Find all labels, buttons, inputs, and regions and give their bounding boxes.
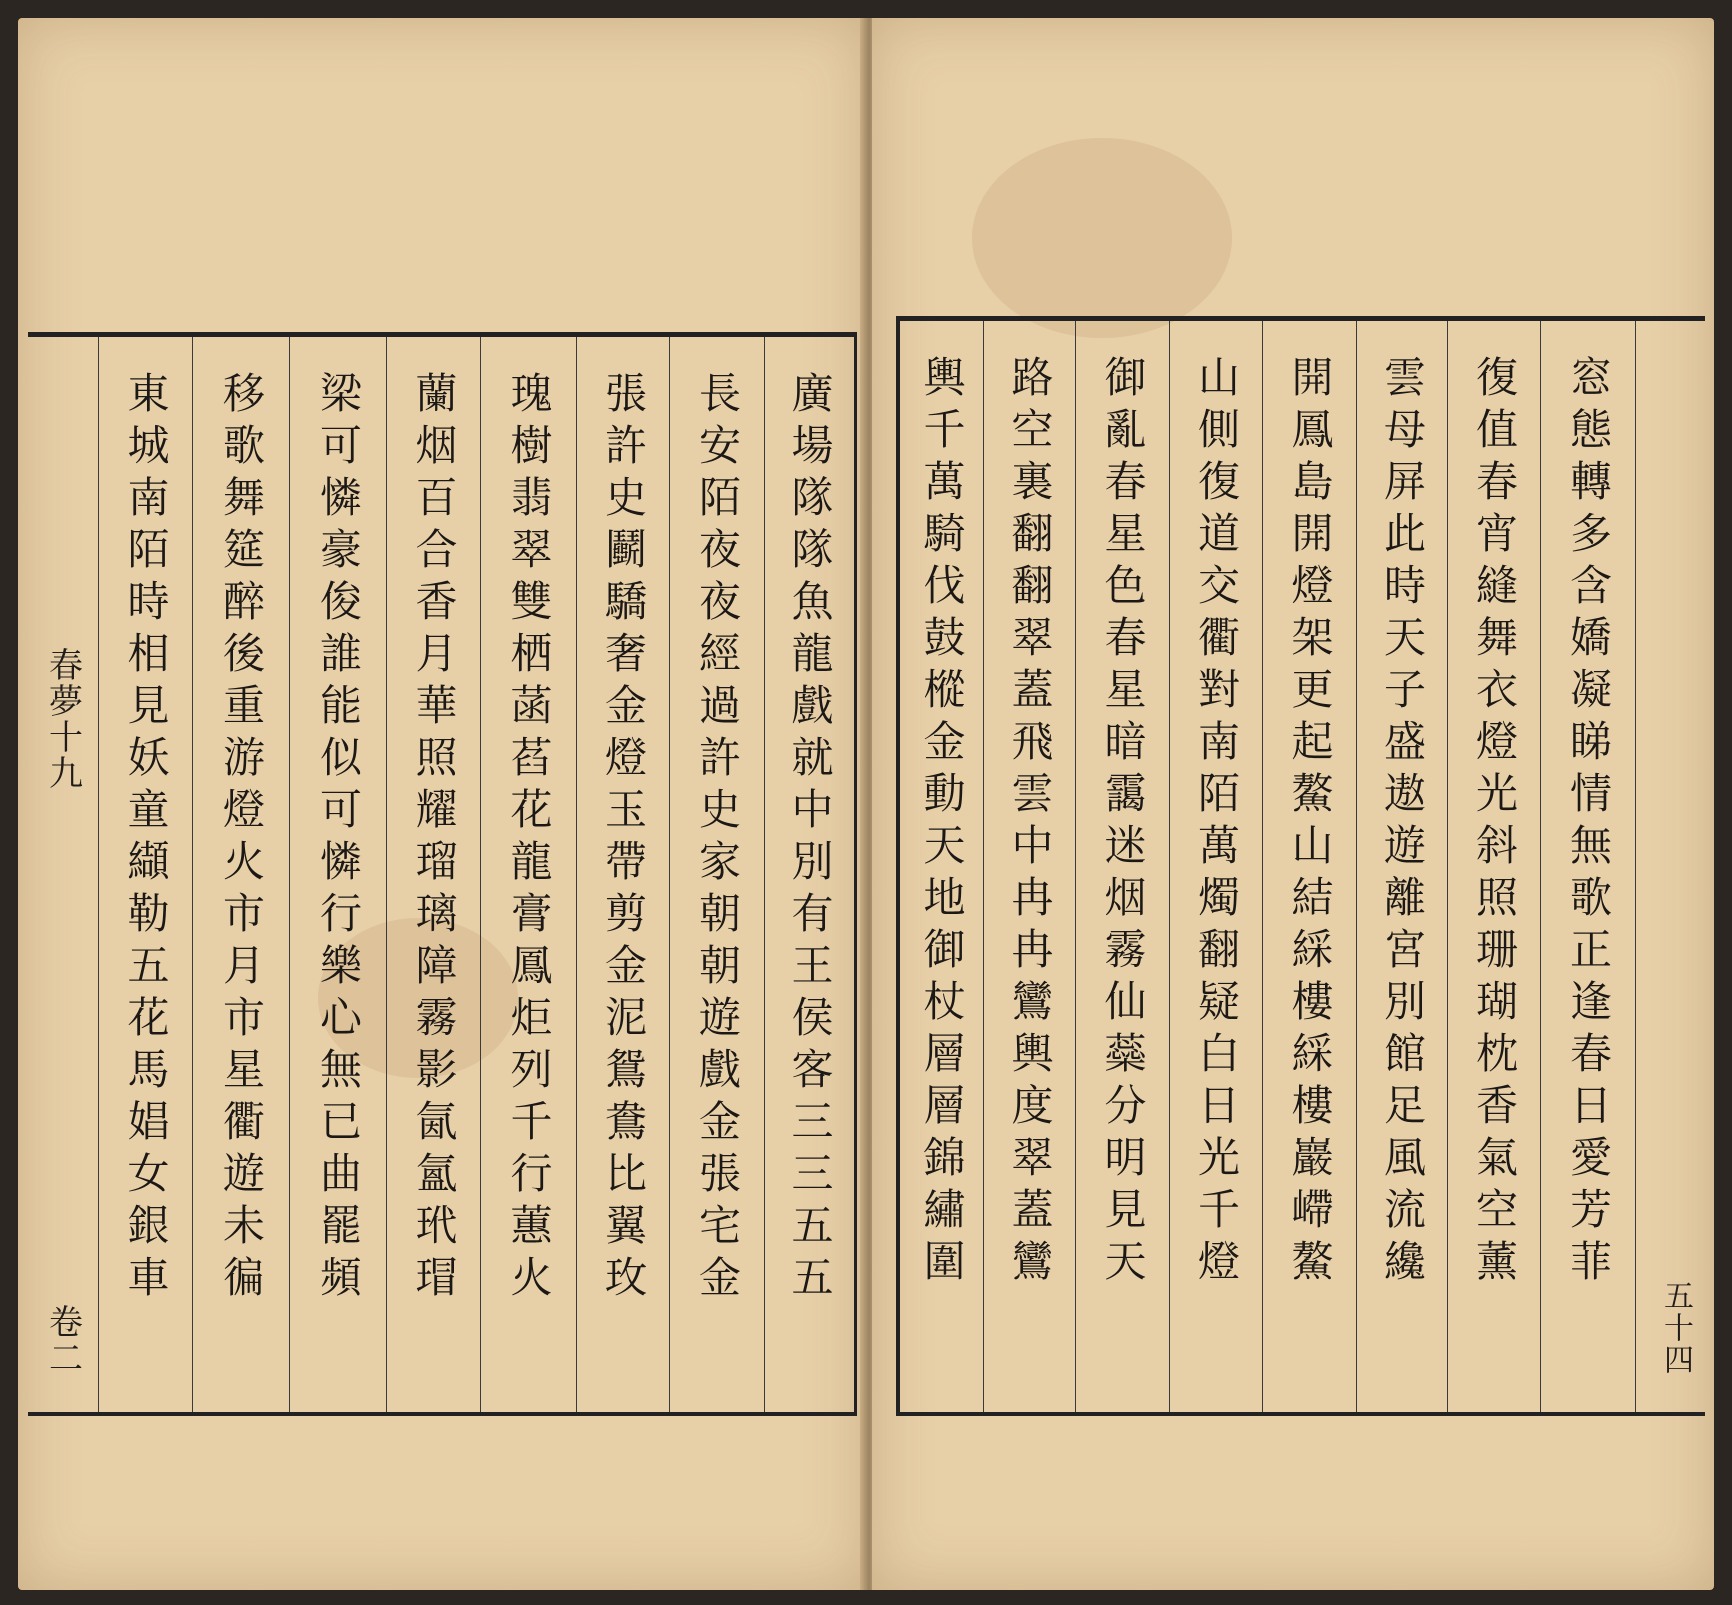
text-column: 廣場隊隊魚龍戲就中別有王侯客三三五五 <box>764 337 854 1412</box>
text-column: 輿千萬騎伐鼓樅金動天地御杖層層錦繡圍 <box>917 355 967 1291</box>
right-banxin <box>1635 321 1705 1412</box>
text-column: 移歌舞筵醉後重游燈火市月市星衢遊未徧 <box>192 337 289 1412</box>
text-column: 山側復道交衢對南陌萬燭翻疑白日光千燈 <box>1169 321 1262 1412</box>
banxin-juan: 卷二 <box>42 1304 83 1376</box>
text-column: 御亂春星色春星暗靄迷烟霧仙蘂分明見天 <box>1075 321 1169 1412</box>
right-print-frame <box>896 316 1705 1416</box>
banxin-divider <box>1635 321 1636 1412</box>
text-column: 雲母屏此時天子盛遨遊離宮別館足風流纔 <box>1356 321 1447 1412</box>
text-column: 長安陌夜夜經過許史家朝朝遊戲金張宅金 <box>669 337 764 1412</box>
left-print-frame <box>28 332 857 1416</box>
text-column: 路空裏翻翻翠蓋飛雲中冉冉鸞輿度翠蓋鸞 <box>983 321 1075 1412</box>
text-column: 復值春宵縫舞衣燈光斜照珊瑚枕香氣空薰 <box>1447 321 1540 1412</box>
banxin-title: 春夢十九 <box>42 647 83 791</box>
right-page <box>872 18 1714 1590</box>
left-banxin <box>28 337 98 1412</box>
text-column: 東城南陌時相見妖童纈勒五花馬娼女銀車 <box>98 337 192 1412</box>
paper-stain <box>972 138 1232 338</box>
text-column: 開鳳島開燈架更起鰲山結綵樓綵樓巖嵽鰲 <box>1262 321 1356 1412</box>
text-column: 張許史鬬驕奢金燈玉帶剪金泥鴛鴦比翼玫 <box>576 337 669 1412</box>
text-column: 蘭烟百合香月華照耀瑠璃障霧影氤氳玳瑁 <box>386 337 480 1412</box>
left-page <box>18 18 866 1590</box>
banxin-page-number: 五十四 <box>1658 1280 1693 1376</box>
text-column: 瑰樹翡翠雙栖菡萏花龍膏鳳炬列千行蕙火 <box>480 337 576 1412</box>
text-column: 梁可憐豪俊誰能似可憐行樂心無已曲罷頻 <box>289 337 386 1412</box>
text-column: 窓態轉多含嬌凝睇情無歌正逢春日愛芳菲 <box>1540 321 1635 1412</box>
